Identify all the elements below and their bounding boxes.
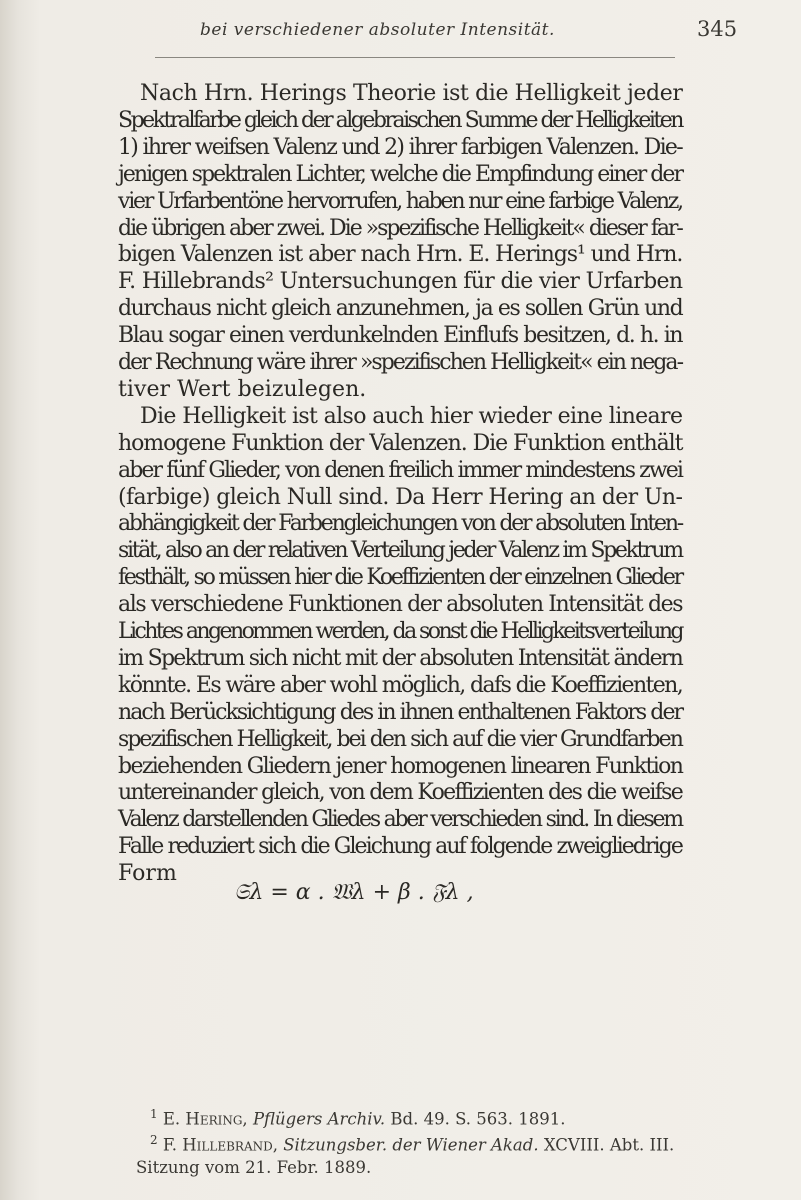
text-line: Nach Hrn. Herings Theorie ist die Helligkeit jeder [140, 81, 683, 106]
footnote-1-mark: 1 [150, 1107, 158, 1121]
text-line: könnte. Es wäre aber wohl möglich, dafs die Koeffizienten, [118, 672, 683, 698]
footnote-1-ref: Bd. 49. S. 563. 1891. [390, 1109, 566, 1129]
text-line: Die Helligkeit ist also auch hier wieder eine lineare [140, 403, 683, 429]
text-line: F. Hillebrands² Untersuchungen für die vier Urfarben [118, 269, 683, 295]
footnote-1-journal: Pflügers Archiv. [252, 1109, 386, 1129]
text-line: Form [118, 861, 177, 887]
text-line: durchaus nicht gleich anzunehmen, ja es sollen Grün und [118, 296, 683, 322]
text-line: spezifischen Helligkeit, bei den sich auf die vier Grundfarben [118, 726, 682, 752]
text-line: Blau sogar einen verdunkelnden Einflufs besitzen, d. h. in [118, 323, 683, 349]
text-line: Valenz darstellenden Gliedes aber verschieden sind. In diesem [118, 807, 682, 833]
text-line: untereinander gleich, von dem Koeffizienten des die weifse [118, 780, 683, 806]
text-line: Falle reduziert sich die Gleichung auf folgende zweigliedrige [118, 834, 682, 860]
footnote-2-journal: Sitzungsber. der Wiener Akad. [283, 1135, 539, 1155]
text-line: 1) ihrer weifsen Valenz und 2) ihrer farbigen Valenzen. Die- [118, 134, 682, 160]
header-rule [155, 57, 675, 58]
footnote-2-author: F. Hillebrand, [162, 1135, 278, 1155]
text-line: sität, also an der relativen Verteilung jeder Valenz im Spektrum [118, 538, 682, 564]
footnote-2-ref: XCVIII. Abt. III. [543, 1135, 675, 1155]
footnote-2-continued: Sitzung vom 21. Febr. 1889. [136, 1158, 372, 1177]
page-number: 345 [697, 17, 738, 41]
text-line: vier Urfarbentöne hervorrufen, haben nur eine farbige Valenz, [118, 188, 682, 214]
footnote-2-mark: 2 [150, 1133, 158, 1147]
text-line: beziehenden Gliedern jener homogenen linearen Funktion [118, 753, 683, 779]
text-line: die übrigen aber zwei. Die »spezifische Helligkeit« dieser far- [118, 215, 682, 241]
text-line: nach Berücksichtigung des in ihnen enthaltenen Faktors der [118, 699, 683, 725]
text-line: tiver Wert beizulegen. [118, 376, 367, 402]
text-line: bigen Valenzen ist aber nach Hrn. E. Herings¹ und Hrn. [118, 242, 683, 268]
text-line: homogene Funktion der Valenzen. Die Funktion enthält [118, 430, 683, 456]
formula: 𝔖λ = α . 𝔚λ + β . 𝔉λ , [234, 880, 474, 905]
text-line: festhält, so müssen hier die Koeffizienten der einzelnen Glieder [118, 565, 682, 591]
text-line: der Rechnung wäre ihrer »spezifischen Helligkeit« ein nega- [118, 350, 683, 375]
text-line: Spektralfarbe gleich der algebraischen Summe der Helligkeiten [118, 107, 682, 133]
text-line: als verschiedene Funktionen der absoluten Intensität des [118, 592, 683, 618]
text-line: Lichtes angenommen werden, da sonst die Helligkeitsverteilung [118, 619, 682, 644]
text-line: (farbige) gleich Null sind. Da Herr Hering an der Un- [118, 484, 683, 510]
text-line: aber fünf Glieder, von denen freilich immer mindestens zwei [118, 457, 683, 483]
footnote-1 [150, 1108, 566, 1128]
text-line: abhängigkeit der Farbengleichungen von der absoluten Inten- [118, 511, 683, 537]
text-line: jenigen spektralen Lichter, welche die Empfindung einer der [118, 161, 683, 187]
text-line: im Spektrum sich nicht mit der absoluten Intensität ändern [118, 645, 683, 671]
footnote-2 [150, 1134, 674, 1154]
running-title: bei verschiedener absoluter Intensität. [200, 20, 555, 40]
footnote-1-author: E. Hering, [162, 1109, 248, 1129]
